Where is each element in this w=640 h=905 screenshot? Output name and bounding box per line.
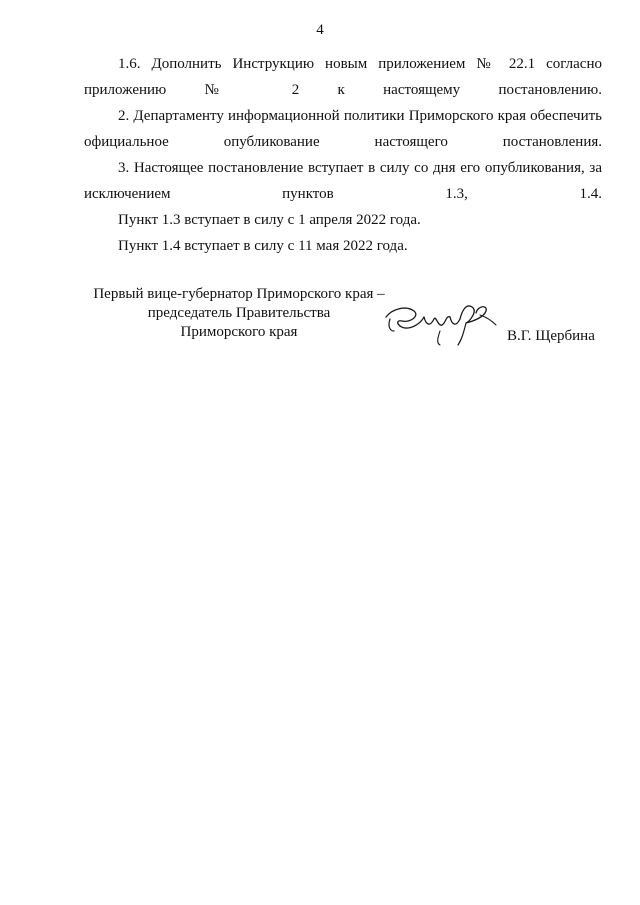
signatory-name: В.Г. Щербина (507, 328, 595, 344)
paragraph-3: 3. Настоящее постановление вступает в силу со дня его опубликования, за исключением пунктов 1.3, 1.4. (84, 160, 602, 202)
document-body (84, 51, 602, 259)
position-line: Приморского края (180, 324, 298, 340)
paragraph-1-6: 1.6. Дополнить Инструкцию новым приложением № 22.1 согласно приложению № 2 к настоящему постановлению. (84, 56, 602, 98)
paragraph-point-1-3: Пункт 1.3 вступает в силу с 1 апреля 2022 года. (118, 212, 421, 228)
paragraph-2: 2. Департаменту информационной политики Приморского края обеспечить официальное опубликование настоящего постановления. (84, 108, 602, 150)
signatory-position (80, 285, 398, 342)
handwritten-signature (380, 295, 502, 349)
position-line: председатель Правительства (147, 305, 331, 321)
position-line: Первый вице-губернатор Приморского края – (93, 286, 385, 302)
signature-block (80, 285, 605, 355)
paragraph-point-1-4: Пункт 1.4 вступает в силу с 11 мая 2022 года. (118, 238, 408, 254)
page-number: 4 (316, 22, 324, 38)
